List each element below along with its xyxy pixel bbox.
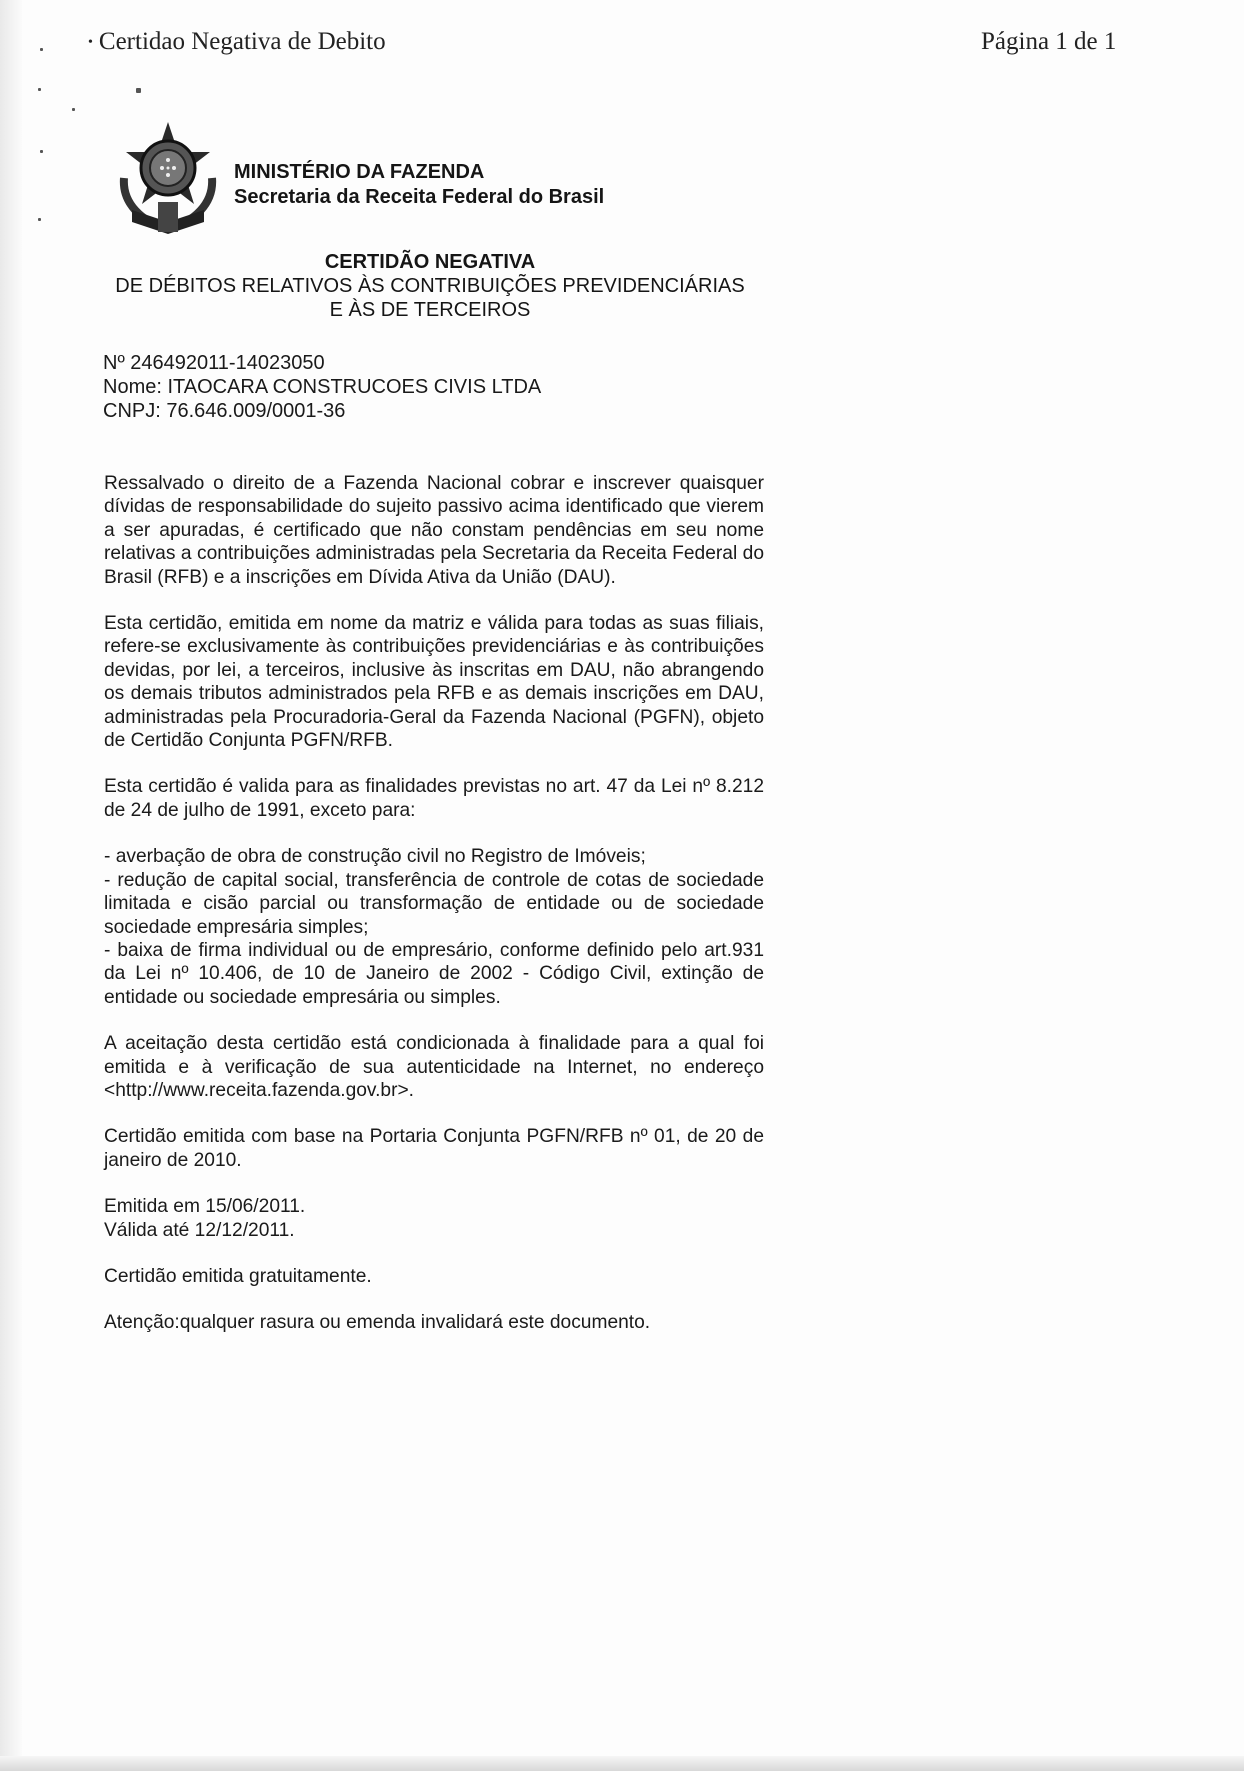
issue-date: Emitida em 15/06/2011. [104, 1196, 306, 1218]
scan-speck [38, 218, 41, 221]
certificate-subtitle-line2: E ÀS DE TERCEIROS [329, 299, 531, 321]
free-issue-note: Certidão emitida gratuitamente. [104, 1265, 372, 1287]
brazil-coat-of-arms-icon [112, 118, 224, 248]
scan-speck [72, 108, 75, 111]
scan-speck [40, 48, 43, 51]
certificate-heading [95, 250, 765, 322]
body-paragraph: Esta certidão, emitida em nome da matriz e válida para todas as suas filiais, refere-se exclusivamente às contribuições previdenciárias e às contribuições devidas, por lei, a terceiros, inclusive às inscritas em DAU, não abrangendo os demais tributos administrados pela RFB e as demais inscrições em DAU, administradas pela Procuradoria-Geral da Fazenda Nacional (PGFN), objeto de Certidão Conjunta PGFN/RFB. [104, 613, 764, 752]
body-paragraph: Ressalvado o direito de a Fazenda Nacional cobrar e inscrever quaisquer dívidas de responsabilidade do sujeito passivo acima identificado que vierem a ser apuradas, é certificado que não constam pendências em seu nome relativas a contribuições administradas pela Secretaria da Receita Federal do Brasil (RFB) e a inscrições em Dívida Ativa da União (DAU). [104, 473, 764, 588]
scan-speck [40, 150, 43, 153]
body-paragraph: Esta certidão é valida para as finalidades previstas no art. 47 da Lei nº 8.212 de 24 de julho de 1991, exceto para: [104, 776, 764, 821]
issuer-block [234, 160, 604, 210]
exception-item: - baixa de firma individual ou de empresário, conforme definido pelo art.931 da Lei nº 10.406, de 10 de Janeiro de 2002 - Código Civil, extinção de entidade ou sociedade empresária ou simples. [104, 939, 764, 1008]
scan-left-edge [0, 0, 22, 1771]
page-indicator: Página 1 de 1 [981, 28, 1117, 55]
certificate-number: Nº 246492011-14023050 [103, 352, 325, 374]
exception-item: - averbação de obra de construção civil no Registro de Imóveis; [104, 846, 646, 868]
certificate-subtitle-line1: DE DÉBITOS RELATIVOS ÀS CONTRIBUIÇÕES PREVIDENCIÁRIAS [115, 275, 745, 297]
bullet-icon: • [88, 35, 93, 51]
identification-block [103, 351, 541, 423]
document-title: Certidao Negativa de Debito [98, 28, 386, 55]
validity-date: Válida até 12/12/2011. [104, 1219, 295, 1241]
taxpayer-name: Nome: ITAOCARA CONSTRUCOES CIVIS LTDA [103, 376, 542, 398]
warning-note: Atenção:qualquer rasura ou emenda invalidará este documento. [104, 1312, 651, 1334]
taxpayer-cnpj: CNPJ: 76.646.009/0001-36 [103, 400, 346, 422]
ministry-name: MINISTÉRIO DA FAZENDA [234, 161, 485, 183]
exception-item: - redução de capital social, transferência de controle de cotas de sociedade limitada e cisão parcial ou transformação de entidade ou de sociedade sociedade empresária simples; [104, 869, 764, 938]
exceptions-list [104, 845, 764, 1009]
scan-speck [38, 88, 41, 91]
body-paragraph: A aceitação desta certidão está condicionada à finalidade para a qual foi emitida e à verificação de sua autenticidade na Internet, no endereço <http://www.receita.fazenda.gov.br>. [104, 1033, 764, 1101]
body-paragraph: Certidão emitida com base na Portaria Conjunta PGFN/RFB nº 01, de 20 de janeiro de 2010. [104, 1126, 764, 1171]
certificate-body [104, 472, 764, 1358]
scan-bottom-edge [0, 1756, 1244, 1771]
scan-speck [136, 88, 141, 93]
browser-print-title [88, 28, 386, 56]
secretariat-name: Secretaria da Receita Federal do Brasil [234, 186, 605, 208]
certificate-title: CERTIDÃO NEGATIVA [324, 251, 536, 273]
